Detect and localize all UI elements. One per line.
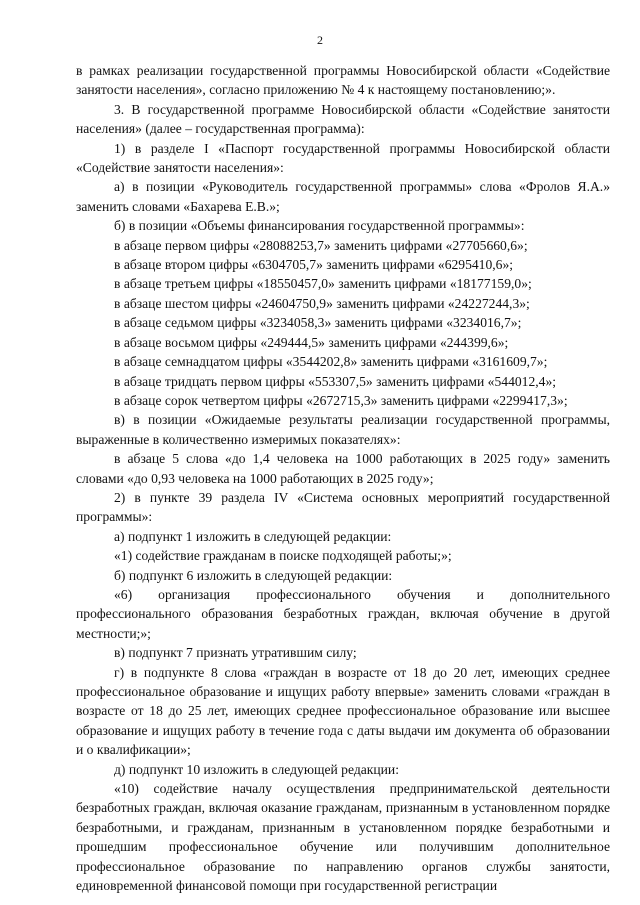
document-body <box>76 61 610 895</box>
paragraph: в абзаце втором цифры «6304705,7» заменить цифрами «6295410,6»; <box>114 257 514 273</box>
paragraph: б) в позиции «Объемы финансирования государственной программы»: <box>114 218 525 234</box>
paragraph: а) в позиции «Руководитель государственной программы» слова «Фролов Я.А.» заменить словами «Бахарева Е.В.»; <box>76 179 610 214</box>
paragraph: в абзаце седьмом цифры «3234058,3» заменить цифрами «3234016,7»; <box>114 315 522 331</box>
paragraph: «6) организация профессионального обучения и дополнительного профессионального образования безработных граждан, включая обучение в другой местности;»; <box>76 586 610 641</box>
paragraph: в абзаце 5 слова «до 1,4 человека на 1000 работающих в 2025 году» заменить словами «до 0,93 человека на 1000 работающих в 2025 году»; <box>76 451 610 486</box>
paragraph: в абзаце восьмом цифры «249444,5» заменить цифрами «244399,6»; <box>114 334 509 350</box>
paragraph: а) подпункт 1 изложить в следующей редакции: <box>114 528 392 544</box>
paragraph: в абзаце третьем цифры «18550457,0» заменить цифрами «18177159,0»; <box>114 276 532 292</box>
paragraph: «1) содействие гражданам в поиске подходящей работы;»; <box>114 548 452 564</box>
paragraph: 2) в пункте 39 раздела IV «Система основных мероприятий государственной программы»: <box>76 489 610 525</box>
paragraph: 3. В государственной программе Новосибирской области «Содействие занятости населения» (далее – государственная программа): <box>76 101 610 137</box>
paragraph: «10) содействие началу осуществления предпринимательской деятельности безработных граждан, включая оказание гражданам, признанным в установленном порядке безработными, и гражданам, признанным в установленном порядке безработными и прошедшим профессиональное обучение или получившим дополнительное профессиональное образование по направлению органов службы занятости, единовременной финансовой помощи при государственной регистрации <box>76 781 610 894</box>
paragraph: в абзаце семнадцатом цифры «3544202,8» заменить цифрами «3161609,7»; <box>114 354 548 370</box>
paragraph: в абзаце шестом цифры «24604750,9» заменить цифрами «24227244,3»; <box>114 295 530 311</box>
paragraph: г) в подпункте 8 слова «граждан в возрасте от 18 до 20 лет, имеющих среднее профессиональное образование и ищущих работу впервые» заменить словами «граждан в возрасте от 18 до 25 лет, имеющих среднее профессиональное образование или высшее образование и ищущих работу в течение года с даты выдачи им документа об образовании и о квалификации»; <box>76 664 610 758</box>
paragraph: в абзаце тридцать первом цифры «553307,5» заменить цифрами «544012,4»; <box>114 373 557 389</box>
paragraph: в) подпункт 7 признать утратившим силу; <box>114 645 357 661</box>
paragraph: в абзаце первом цифры «28088253,7» заменить цифрами «27705660,6»; <box>114 237 528 253</box>
paragraph: 1) в разделе I «Паспорт государственной программы Новосибирской области «Содействие занятости населения»: <box>76 140 610 176</box>
paragraph: в абзаце сорок четвертом цифры «2672715,3» заменить цифрами «2299417,3»; <box>114 392 568 408</box>
paragraph: в) в позиции «Ожидаемые результаты реализации государственной программы, выраженные в количественно измеримых показателях»: <box>76 412 610 447</box>
paragraph: б) подпункт 6 изложить в следующей редакции: <box>114 567 393 583</box>
page-number: 2 <box>317 33 323 47</box>
paragraph: д) подпункт 10 изложить в следующей редакции: <box>114 761 399 777</box>
paragraph: в рамках реализации государственной программы Новосибирской области «Содействие занятости населения», согласно приложению № 4 к настоящему постановлению;». <box>76 63 610 98</box>
